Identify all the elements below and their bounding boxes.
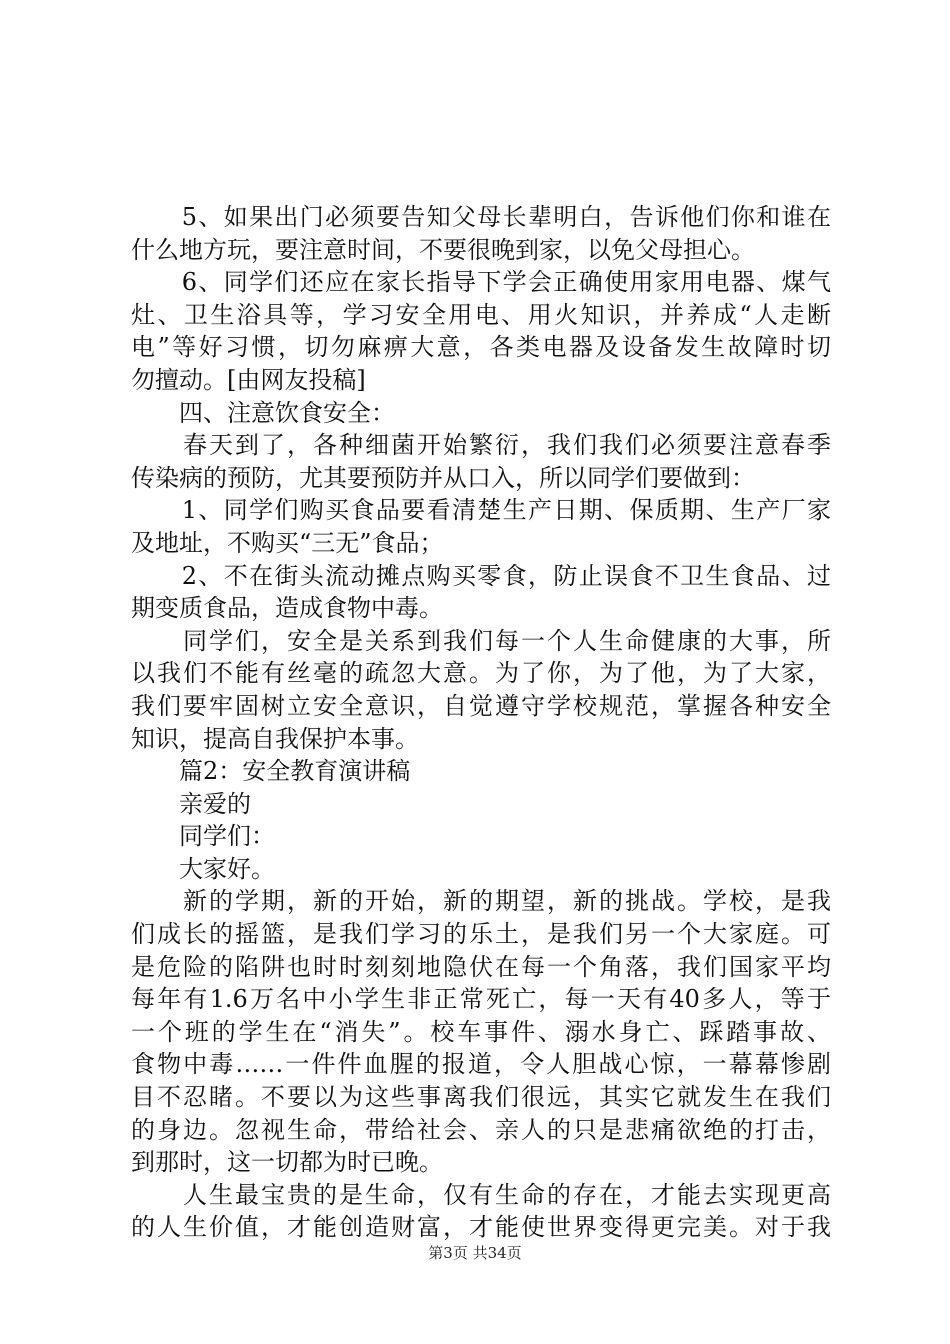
text-line: 一个班的学生在“消失”。校车事件、溺水身亡、踩踏事故、	[131, 1017, 831, 1046]
text-line: 们成长的摇篮，是我们学习的乐土，是我们另一个大家庭。可	[131, 920, 831, 949]
text-line: 新的学期，新的开始，新的期望，新的挑战。学校，是我	[131, 887, 831, 916]
text-line: 6、同学们还应在家长指导下学会正确使用家用电器、煤气	[131, 268, 831, 297]
text-line: 同学们，安全是关系到我们每一个人生命健康的大事，所	[131, 626, 831, 655]
text-line: 春天到了，各种细菌开始繁衍，我们我们必须要注意春季	[131, 431, 831, 460]
text-line: 什么地方玩，要注意时间，不要很晚到家，以免父母担心。	[131, 235, 755, 264]
text-line: 我们要牢固树立安全意识，自觉遵守学校规范，掌握各种安全	[131, 691, 831, 720]
text-line: 篇2：安全教育演讲稿	[131, 757, 411, 786]
text-line: 人生最宝贵的是生命，仅有生命的存在，才能去实现更高	[131, 1180, 831, 1209]
text-line: 是危险的陷阱也时时刻刻地隐伏在每一个角落，我们国家平均	[131, 952, 831, 981]
text-line: 到那时，这一切都为时已晚。	[131, 1148, 443, 1177]
text-line: 的人生价值，才能创造财富，才能使世界变得更完美。对于我	[131, 1213, 831, 1242]
text-line: 5、如果出门必须要告知父母长辈明白，告诉他们你和谁在	[131, 203, 831, 231]
text-line: 每年有1.6万名中小学生非正常死亡，每一天有40多人，等于	[131, 985, 831, 1014]
text-line: 以我们不能有丝毫的疏忽大意。为了你，为了他，为了大家，	[131, 659, 831, 688]
text-line: 目不忍睹。不要以为这些事离我们很远，其实它就发生在我们	[131, 1083, 831, 1112]
text-line: 传染病的预防，尤其要预防并从口入，所以同学们要做到：	[131, 463, 755, 492]
document-body	[131, 201, 831, 1244]
text-line: 四、注意饮食安全：	[131, 398, 395, 427]
text-line: 大家好。	[131, 854, 275, 883]
text-line: 知识，提高自我保护本事。	[131, 724, 419, 753]
text-line: 灶、卫生浴具等，学习安全用电、用火知识，并养成“人走断	[131, 300, 831, 329]
text-line: 1、同学们购买食品要看清楚生产日期、保质期、生产厂家	[131, 496, 831, 525]
text-line: 电”等好习惯，切勿麻痹大意，各类电器及设备发生故障时切	[131, 333, 831, 362]
text-line: 同学们：	[131, 822, 275, 851]
page-footer: 第3页 共34页	[428, 1244, 522, 1262]
text-line: 食物中毒……一件件血腥的报道，令人胆战心惊，一幕幕惨剧	[131, 1050, 831, 1079]
text-line: 亲爱的	[131, 789, 251, 818]
text-line: 及地址，不购买“三无”食品；	[131, 528, 444, 557]
text-line: 期变质食品，造成食物中毒。	[131, 594, 443, 623]
text-line: 勿擅动。[由网友投稿]	[131, 365, 366, 394]
text-line: 2、不在街头流动摊点购买零食，防止误食不卫生食品、过	[131, 561, 831, 590]
text-line: 的身边。忽视生命，带给社会、亲人的只是悲痛欲绝的打击，	[131, 1115, 831, 1144]
